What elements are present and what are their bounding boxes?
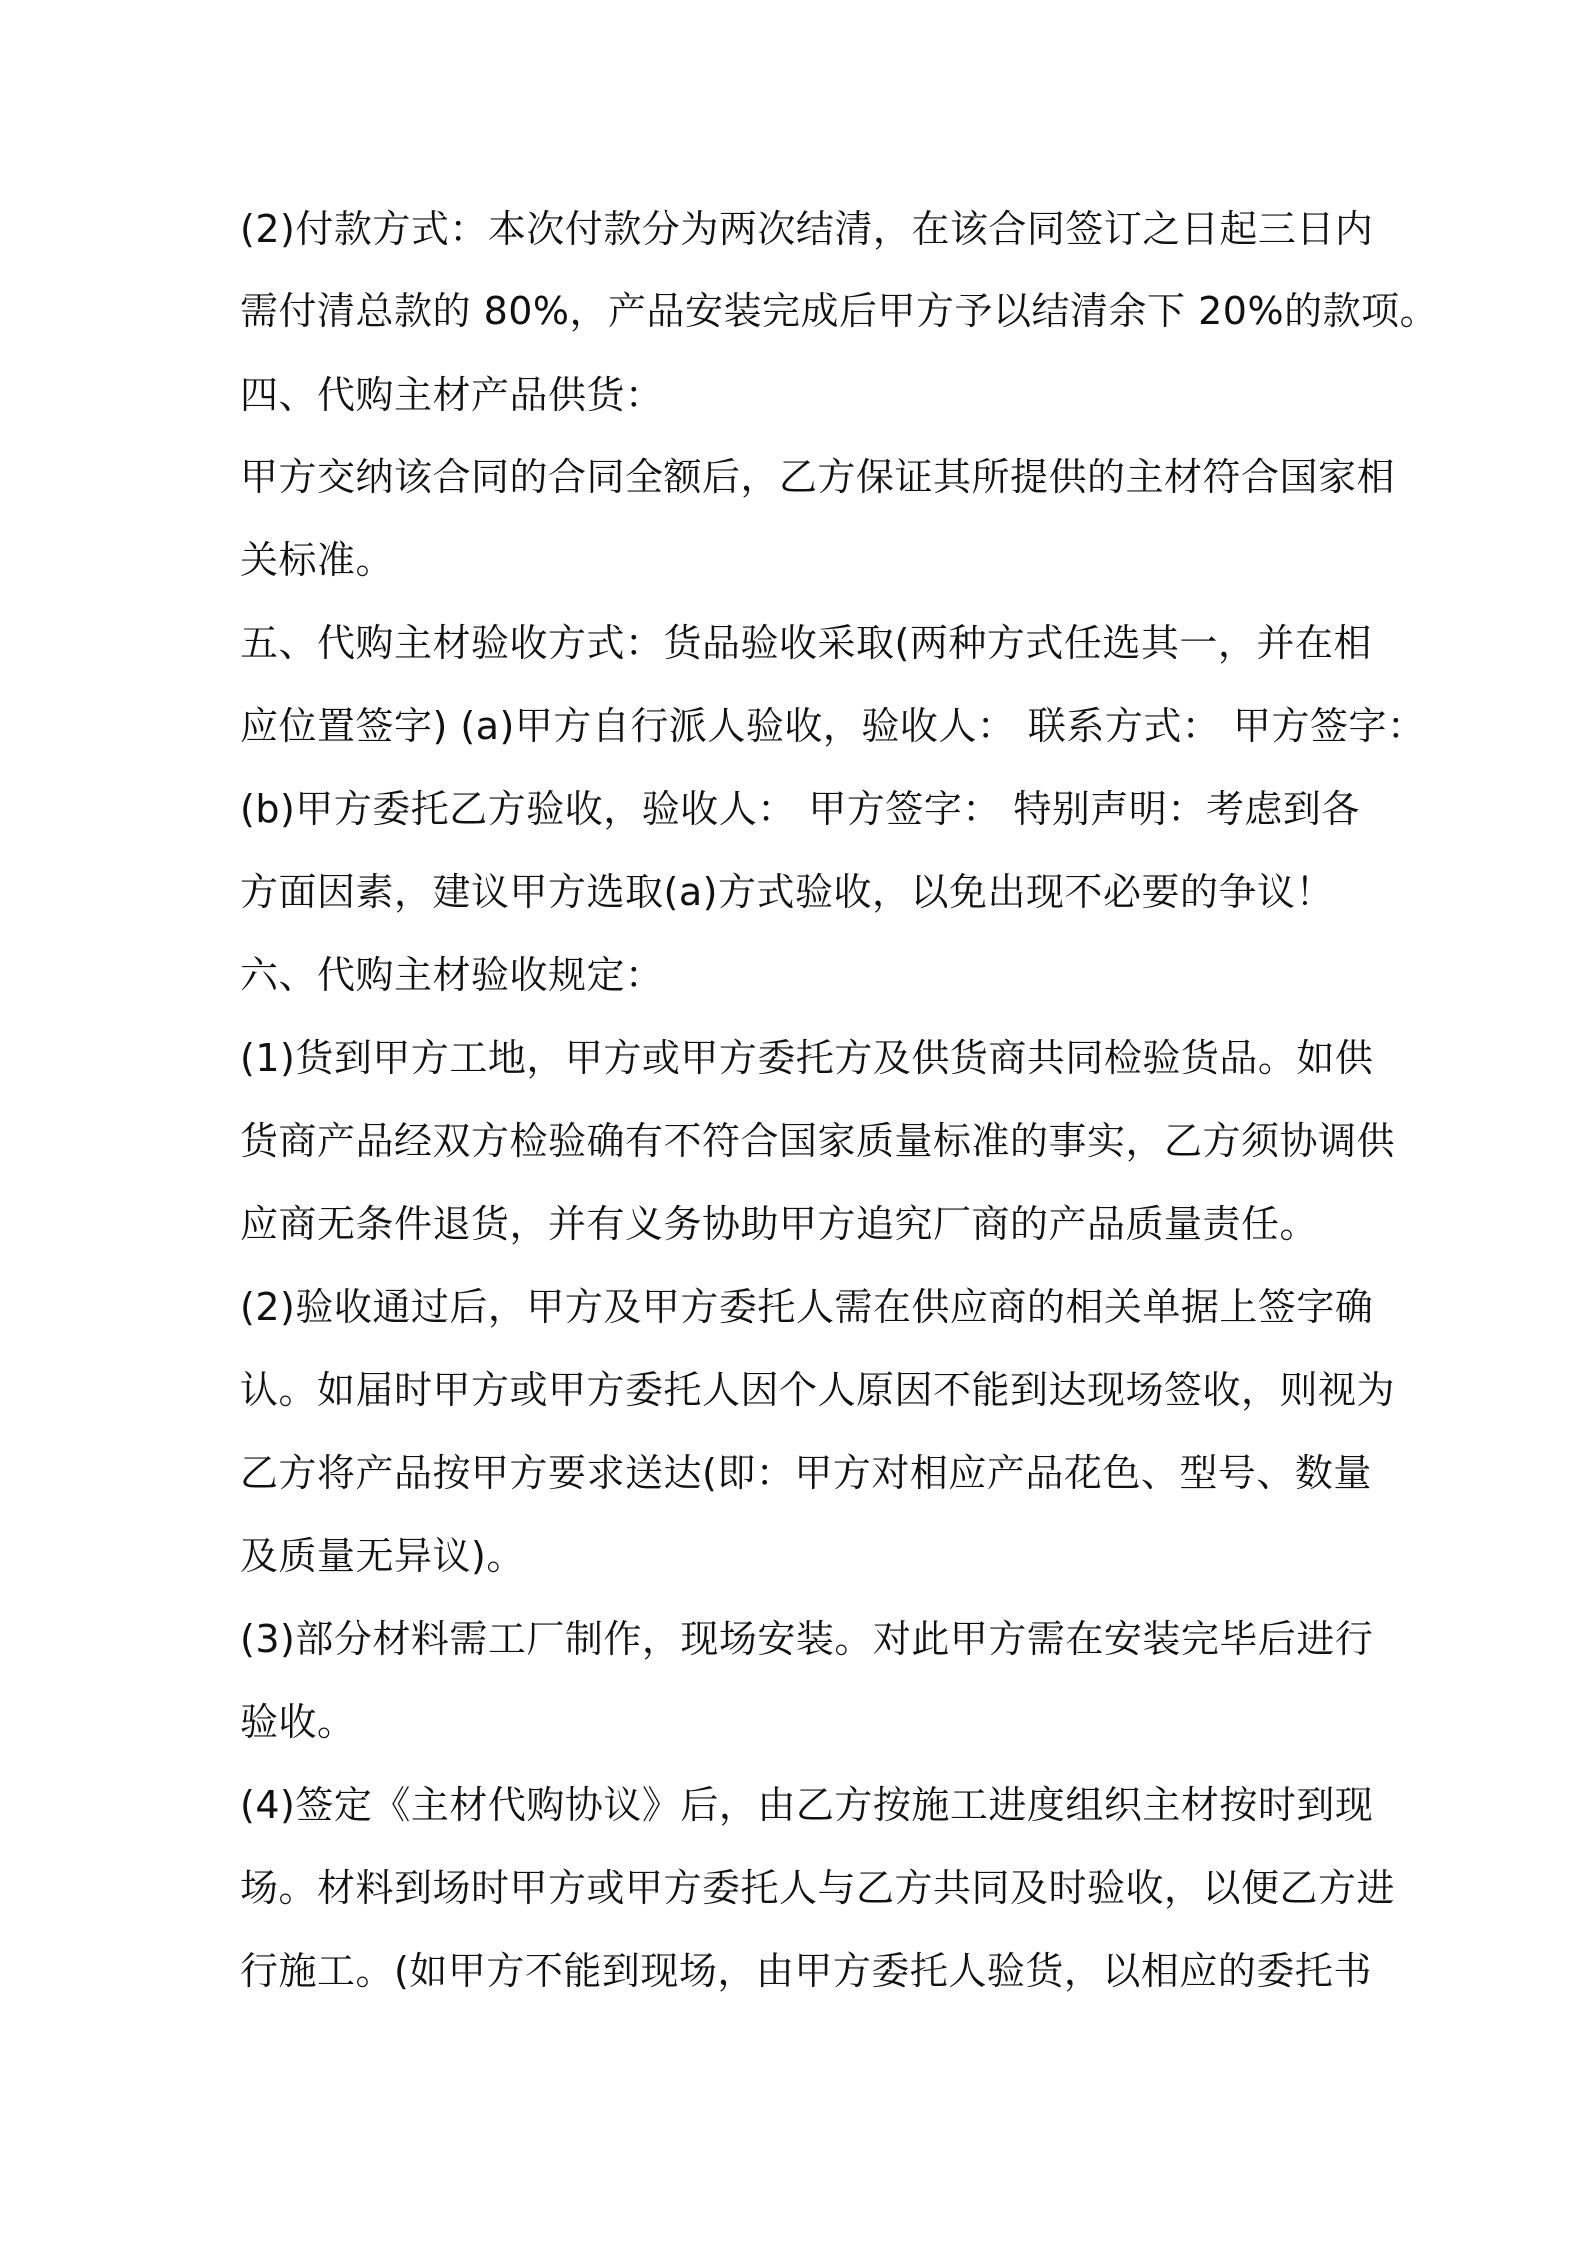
text-line: 甲方交纳该合同的合同全额后，乙方保证其所提供的主材符合国家相 [240,455,1396,499]
text-line: 关标准。 [240,538,395,582]
text-line: (3)部分材料需工厂制作，现场安装。对此甲方需在安装完毕后进行 [240,1617,1374,1661]
text-line: 应商无条件退货，并有义务协助甲方追究厂商的产品质量责任。 [240,1202,1319,1246]
text-line: (2)验收通过后，甲方及甲方委托人需在供应商的相关单据上签字确 [240,1285,1374,1329]
text-line: (2)付款方式：本次付款分为两次结清，在该合同签订之日起三日内 [240,207,1374,251]
text-line: 行施工。(如甲方不能到现场，由甲方委托人验货，以相应的委托书 [240,1949,1372,1993]
text-line: 认。如届时甲方或甲方委托人因个人原因不能到达现场签收，则视为 [240,1368,1396,1412]
text-line: 应位置签字) (a)甲方自行派人验收，验收人： 联系方式： 甲方签字： [240,704,1426,748]
text-line: (4)签定《主材代购协议》后，由乙方按施工进度组织主材按时到现 [240,1783,1374,1827]
section-heading: 五、代购主材验收方式：货品验收采取(两种方式任选其一，并在相 [240,621,1372,665]
text-line: (1)货到甲方工地，甲方或甲方委托方及供货商共同检验货品。如供 [240,1036,1374,1080]
text-line: 场。材料到场时甲方或甲方委托人与乙方共同及时验收，以便乙方进 [240,1866,1396,1910]
text-line: 及质量无异议)。 [240,1534,525,1578]
section-heading: 六、代购主材验收规定： [240,953,664,997]
text-line: 货商产品经双方检验确有不符合国家质量标准的事实，乙方须协调供 [240,1119,1396,1163]
text-line: 乙方将产品按甲方要求送达(即：甲方对相应产品花色、型号、数量 [240,1451,1372,1495]
section-heading: 四、代购主材产品供货： [240,373,664,417]
text-line: 验收。 [240,1700,356,1744]
text-line: (b)甲方委托乙方验收，验收人： 甲方签字： 特别声明：考虑到各 [240,787,1360,831]
text-line: 方面因素，建议甲方选取(a)方式验收，以免出现不必要的争议！ [240,870,1334,914]
text-line: 需付清总款的 80%，产品安装完成后甲方予以结清余下 20%的款项。 [240,289,1439,333]
